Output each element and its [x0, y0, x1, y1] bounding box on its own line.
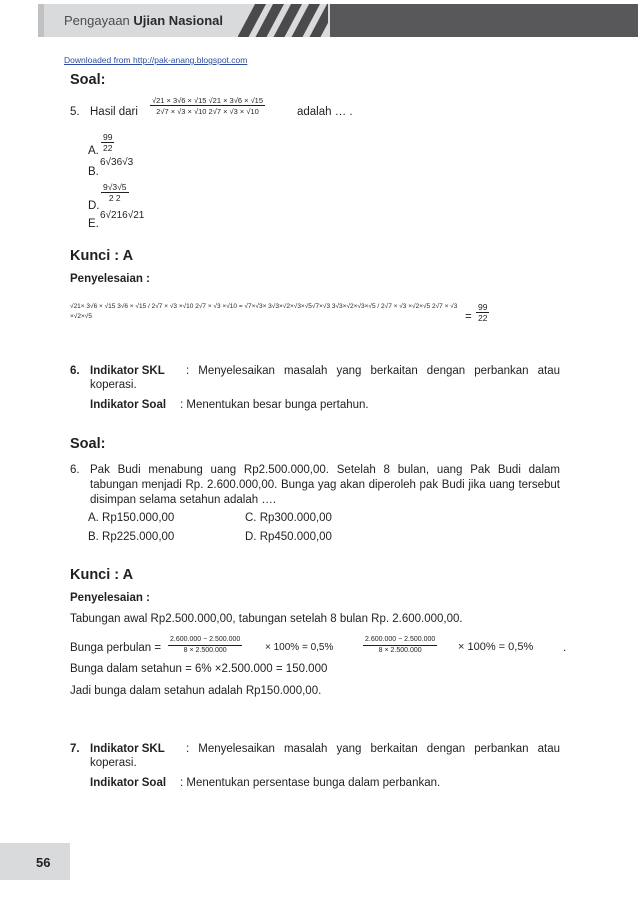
q6-frac-1-den: 8 × 2.500.000: [183, 647, 227, 654]
q5-option-d-label: D.: [88, 200, 100, 212]
q5-option-a-label: A.: [88, 145, 99, 157]
q6-frac-2: [363, 635, 437, 656]
q5-option-a-num: 99: [103, 132, 113, 142]
q6-line3: Bunga dalam setahun = 6% ×2.500.000 = 150.000: [70, 663, 328, 675]
q7-skl-label: Indikator SKL: [90, 743, 165, 755]
page-number: 56: [36, 855, 51, 870]
q5-expr-den: 2√7 × √3 × √10 2√7 × √3 × √10: [156, 107, 259, 116]
q6-soal-label: Indikator Soal: [90, 399, 167, 411]
q6-line4: Jadi bunga dalam setahun adalah Rp150.000,00.: [70, 685, 322, 697]
q5-heading: Soal:: [70, 72, 106, 88]
q6-heading: Soal:: [70, 436, 106, 452]
q6-key: Kunci : A: [70, 567, 134, 583]
q5-option-d-frac: [101, 182, 129, 203]
q5-expression: [150, 96, 265, 116]
header-title-bold: Ujian Nasional: [133, 13, 223, 28]
q6-frac-1: [168, 635, 242, 656]
q6-line2-end: .: [563, 642, 567, 654]
q5-option-d-num: 9√3√5: [103, 182, 127, 192]
q7-skl-text: : Menyelesaikan masalah yang berkaitan dengan perbankan atau koperasi.: [90, 743, 560, 769]
q6-solution-label: Penyelesaian :: [70, 592, 150, 604]
header-dark-block: [330, 4, 638, 37]
page-number-box: [0, 843, 70, 880]
q5-option-e-label: E.: [88, 218, 99, 230]
q5-option-a-frac: [101, 132, 114, 153]
source-link[interactable]: Downloaded from http://pak-anang.blogspot.com: [64, 55, 248, 65]
q5-key: Kunci : A: [70, 248, 134, 264]
q6-frac-1-num: 2.600.000 − 2.500.000: [168, 635, 242, 646]
q6-indicator-number: 6.: [70, 365, 80, 377]
q5-stem-end: adalah … .: [297, 106, 353, 118]
header-stripes: [238, 4, 328, 37]
q5-option-b-label: B.: [88, 166, 99, 178]
q6-frac-2-den: 8 × 2.500.000: [378, 647, 422, 654]
q6-option-a: A. Rp150.000,00: [88, 512, 175, 524]
q5-option-e-text: 6√216√21: [100, 210, 145, 221]
q6-frac-2-num: 2.600.000 − 2.500.000: [363, 635, 437, 646]
q6-line2-tail: × 100% = 0,5%: [265, 642, 334, 653]
q5-result-den: 22: [478, 313, 488, 323]
q5-option-a-den: 22: [103, 143, 113, 153]
q6-option-d: D. Rp450.000,00: [245, 531, 332, 543]
q5-option-b-text: 6√36√3: [100, 157, 134, 168]
q7-soal-text: : Menentukan persentase bunga dalam perbankan.: [180, 777, 441, 789]
q6-stem: Pak Budi menabung uang Rp2.500.000,00. Setelah 8 bulan, uang Pak Budi dalam tabungan menjadi Rp. 2.600.000,00. Bunga yag akan diperoleh pak Budi jika uang tersebut disimpan selama setahun adalah ….: [90, 464, 560, 506]
q6-option-b: B. Rp225.000,00: [88, 531, 175, 543]
header-title-prefix: Pengayaan: [64, 13, 130, 28]
q5-expr-num: √21 × 3√6 × √15 √21 × 3√6 × √15: [152, 96, 264, 105]
q7-soal-label: Indikator Soal: [90, 777, 167, 789]
q6-line1: Tabungan awal Rp2.500.000,00, tabungan setelah 8 bulan Rp. 2.600.000,00.: [70, 613, 463, 625]
q6-line2-tail-big: × 100% = 0,5%: [458, 641, 534, 653]
q5-option-d-den: 2 2: [108, 193, 121, 203]
header-accent: [38, 4, 44, 37]
q6-option-c: C. Rp300.000,00: [245, 512, 332, 524]
q7-indicator-number: 7.: [70, 743, 80, 755]
q6-skl-label: Indikator SKL: [90, 365, 165, 377]
q6-soal-text: : Menentukan besar bunga pertahun.: [180, 399, 369, 411]
q5-number: 5.: [70, 106, 80, 118]
q5-solution-result: [476, 302, 489, 323]
q6-line2-label: Bunga perbulan =: [70, 642, 162, 654]
q5-stem-start: Hasil dari: [90, 106, 138, 118]
q6-number: 6.: [70, 464, 80, 476]
q5-result-num: 99: [478, 302, 488, 312]
q6-skl-text: : Menyelesaikan masalah yang berkaitan dengan perbankan atau koperasi.: [90, 365, 560, 391]
header-title: [64, 13, 223, 28]
q5-solution-label: Penyelesaian :: [70, 273, 150, 285]
q5-solution-expression: √21× 3√6 × √15 3√6 × √15 / 2√7 × √3 ×√10 2√7 × √3 ×√10 = √7×√3× 3√3×√2×√3×√5√7×√3 3√3×√2×√3×√5 / 2√7 × √3 ×√2×√5 2√7 × √3 ×√2×√5: [70, 303, 458, 320]
